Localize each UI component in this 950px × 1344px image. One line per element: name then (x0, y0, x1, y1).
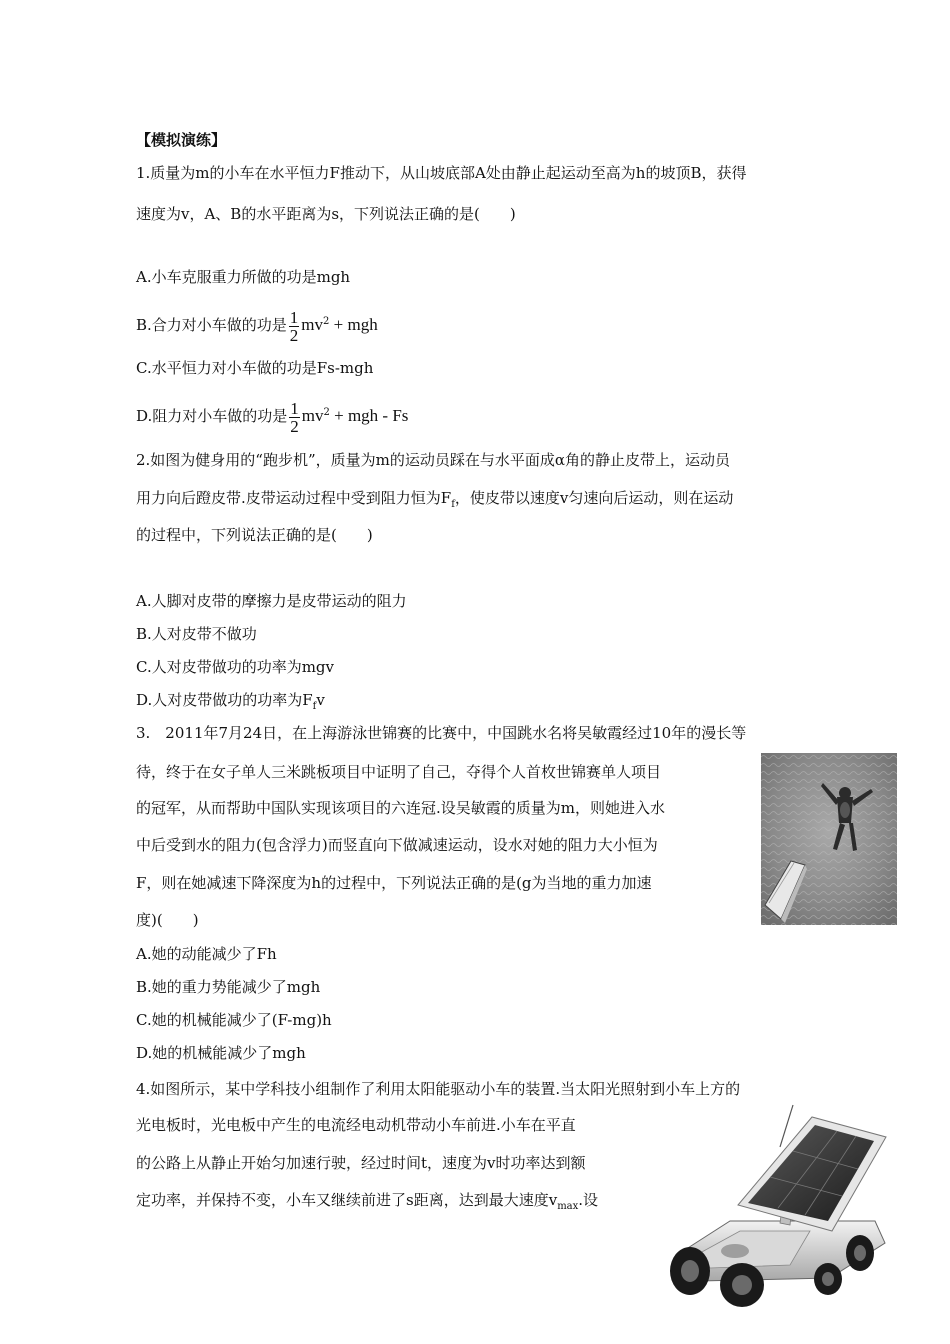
solar-car-drawing (660, 1103, 896, 1308)
q1-option-c: C.水平恒力对小车做的功是Fs-mgh (136, 359, 374, 377)
q2-stem-line-2-post: ，使皮带以速度v匀速向后运动，则在运动 (454, 489, 734, 507)
q1-option-b-text: B.合力对小车做的功是 (136, 316, 287, 334)
q1-option-b-mv: mv (301, 315, 324, 334)
q2-stem-line-2-sub: f (451, 499, 455, 510)
q4-stem-line-4-pre: 定功率，并保持不变，小车又继续前进了s距离，达到最大速度v (136, 1191, 558, 1209)
diver-photo (761, 753, 897, 925)
q2-stem-line-1: 2.如图为健身用的“跑步机”，质量为m的运动员踩在与水平面成α角的静止皮带上，运动员 (136, 451, 731, 469)
q1-option-b-fraction (289, 309, 300, 344)
q4-stem-line-4-post: .设 (578, 1191, 599, 1209)
fraction-denominator: 2 (289, 325, 299, 345)
q4-stem-line-1: 4.如图所示，某中学科技小组制作了利用太阳能驱动小车的装置.当太阳光照射到小车上方的 (136, 1080, 741, 1098)
q1-stem-line-2: 速度为v，A、B的水平距离为s，下列说法正确的是( ) (136, 205, 516, 223)
q2-option-a: A.人脚对皮带的摩擦力是皮带运动的阻力 (136, 592, 407, 610)
q3-option-b: B.她的重力势能减少了mgh (136, 978, 321, 996)
q1-option-b-exponent: 2 (323, 316, 330, 327)
solar-car-image (660, 1103, 896, 1308)
q1-option-b (136, 302, 378, 345)
q2-stem-line-2-pre: 用力向后蹬皮带.皮带运动过程中受到阻力恒为F (136, 489, 452, 507)
fraction-numerator: 1 (289, 307, 299, 327)
q3-stem-line-3: 的冠军，从而帮助中国队实现该项目的六连冠.设吴敏霞的质量为m，则她进入水 (136, 799, 665, 817)
q3-stem-line-2: 待，终于在女子单人三米跳板项目中证明了自己，夺得个人首枚世锦赛单人项目 (136, 763, 662, 781)
q4-stem-line-4 (136, 1189, 598, 1218)
q2-stem-line-2 (136, 487, 733, 516)
diver-photo-image (761, 753, 897, 925)
q1-option-a: A.小车克服重力所做的功是mgh (136, 268, 351, 286)
q1-stem-line-1: 1.质量为m的小车在水平恒力F推动下，从山坡底部A处由静止起运动至高为h的坡顶B，获得 (136, 164, 747, 182)
q1-option-d-text: D.阻力对小车做的功是 (136, 407, 288, 425)
q3-stem-line-6: 度)( ) (136, 911, 199, 929)
q1-option-d-mv: mv (301, 406, 324, 425)
q1-option-d-fraction (289, 400, 300, 435)
q3-option-d: D.她的机械能减少了mgh (136, 1044, 306, 1062)
fraction-numerator: 1 (290, 398, 299, 418)
section-heading: 【模拟演练】 (136, 131, 227, 149)
fraction-denominator: 2 (290, 416, 299, 436)
q3-option-c: C.她的机械能减少了(F-mg)h (136, 1011, 332, 1029)
q3-option-a: A.她的动能减少了Fh (136, 945, 277, 963)
q1-option-b-tail: + mgh (329, 315, 378, 334)
q1-option-d-exponent: 2 (323, 407, 330, 418)
q3-stem-line-1: 3. 2011年7月24日，在上海游泳世锦赛的比赛中，中国跳水名将吴敏霞经过10年的漫长等 (136, 724, 747, 742)
q2-option-b: B.人对皮带不做功 (136, 625, 257, 643)
q2-stem-line-3: 的过程中，下列说法正确的是( ) (136, 526, 373, 544)
q2-option-d-sub: f (312, 701, 317, 712)
q1-option-d (136, 393, 408, 436)
q2-option-d-pre: D.人对皮带做功的功率为F (136, 691, 313, 709)
q4-stem-line-3: 的公路上从静止开始匀加速行驶，经过时间t，速度为v时功率达到额 (136, 1154, 586, 1172)
q4-stem-line-4-sub: max (557, 1201, 579, 1212)
q3-stem-line-5: F，则在她减速下降深度为h的过程中，下列说法正确的是(g为当地的重力加速 (136, 874, 652, 892)
q2-option-d (136, 689, 325, 718)
q2-option-d-post: v (316, 691, 325, 709)
q1-option-d-tail: + mgh - Fs (329, 406, 409, 425)
q3-stem-line-4: 中后受到水的阻力(包含浮力)而竖直向下做减速运动，设水对她的阻力大小恒为 (136, 836, 658, 854)
q4-stem-line-2: 光电板时，光电板中产生的电流经电动机带动小车前进.小车在平直 (136, 1116, 576, 1134)
q2-option-c: C.人对皮带做功的功率为mgv (136, 658, 335, 676)
